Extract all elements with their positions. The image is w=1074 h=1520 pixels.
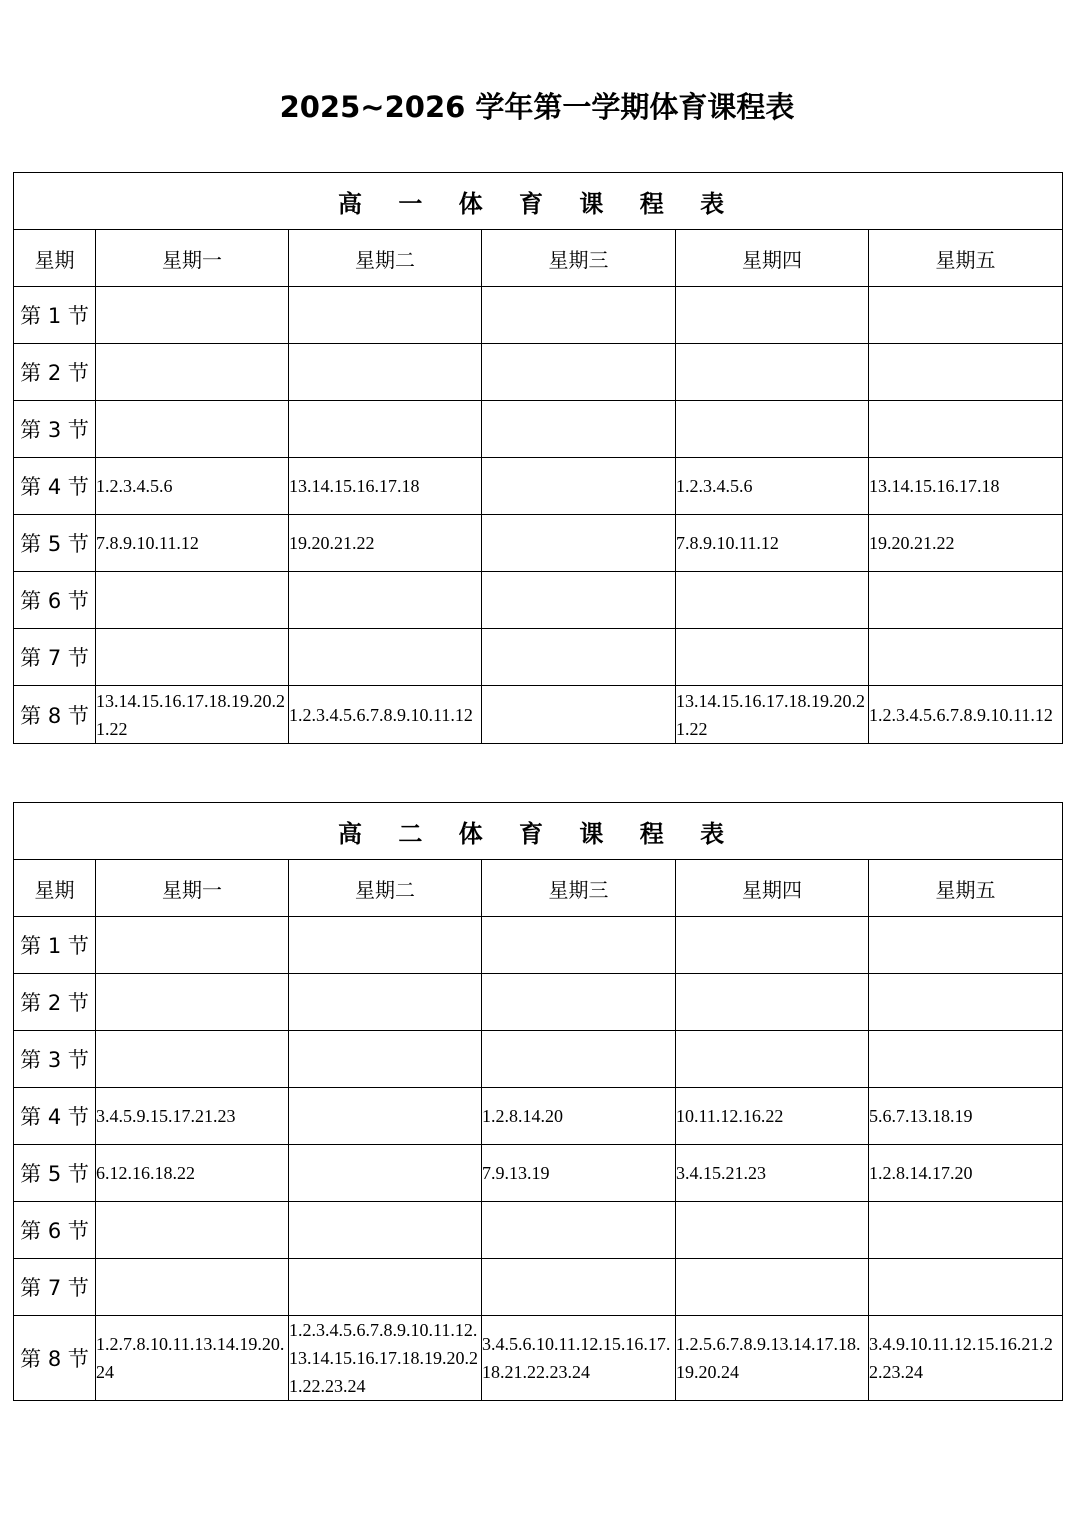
class-cell — [289, 344, 482, 401]
class-cell — [869, 629, 1063, 686]
class-cell — [869, 287, 1063, 344]
class-cell: 3.4.9.10.11.12.15.16.21.22.23.24 — [869, 1316, 1063, 1401]
table-row — [14, 1259, 1063, 1316]
class-cell — [869, 917, 1063, 974]
class-cell: 5.6.7.13.18.19 — [869, 1088, 1063, 1145]
class-cell — [96, 917, 289, 974]
period-label: 第 7 节 — [14, 1259, 96, 1316]
class-cell — [482, 515, 676, 572]
class-cell — [96, 1031, 289, 1088]
period-label: 第 3 节 — [14, 401, 96, 458]
class-cell — [869, 1259, 1063, 1316]
class-cell: 1.2.8.14.20 — [482, 1088, 676, 1145]
weekday-header: 星期四 — [676, 860, 869, 917]
class-cell — [289, 629, 482, 686]
weekday-header-label: 星期 — [14, 860, 96, 917]
class-cell — [482, 401, 676, 458]
class-cell: 1.2.3.4.5.6.7.8.9.10.11.12.13.14.15.16.17.18.19.20.21.22.23.24 — [289, 1316, 482, 1401]
class-cell: 1.2.3.4.5.6 — [96, 458, 289, 515]
class-cell — [96, 572, 289, 629]
class-cell: 3.4.5.6.10.11.12.15.16.17.18.21.22.23.24 — [482, 1316, 676, 1401]
table-row — [14, 686, 1063, 744]
class-cell: 7.8.9.10.11.12 — [96, 515, 289, 572]
class-cell — [289, 1088, 482, 1145]
class-cell — [289, 1145, 482, 1202]
class-cell — [676, 917, 869, 974]
header-row — [14, 860, 1063, 917]
class-cell: 19.20.21.22 — [289, 515, 482, 572]
table-row — [14, 572, 1063, 629]
grade-1-schedule-table — [13, 172, 1063, 744]
period-label: 第 2 节 — [14, 974, 96, 1031]
class-cell — [289, 917, 482, 974]
class-cell — [289, 1202, 482, 1259]
period-label: 第 5 节 — [14, 1145, 96, 1202]
period-label: 第 6 节 — [14, 1202, 96, 1259]
table-row — [14, 401, 1063, 458]
class-cell: 6.12.16.18.22 — [96, 1145, 289, 1202]
table-row — [14, 629, 1063, 686]
class-cell — [482, 344, 676, 401]
table-row — [14, 1202, 1063, 1259]
table-row — [14, 287, 1063, 344]
class-cell — [676, 1202, 869, 1259]
weekday-header: 星期一 — [96, 860, 289, 917]
class-cell: 13.14.15.16.17.18.19.20.21.22 — [676, 686, 869, 744]
period-label: 第 2 节 — [14, 344, 96, 401]
class-cell — [96, 1202, 289, 1259]
table-row — [14, 1316, 1063, 1401]
class-cell: 3.4.15.21.23 — [676, 1145, 869, 1202]
class-cell — [96, 287, 289, 344]
weekday-header: 星期五 — [869, 860, 1063, 917]
weekday-header: 星期四 — [676, 230, 869, 287]
class-cell: 10.11.12.16.22 — [676, 1088, 869, 1145]
class-cell — [676, 974, 869, 1031]
table-row — [14, 458, 1063, 515]
class-cell — [289, 401, 482, 458]
class-cell — [676, 629, 869, 686]
class-cell: 1.2.8.14.17.20 — [869, 1145, 1063, 1202]
period-label: 第 7 节 — [14, 629, 96, 686]
page-title: 2025~2026 学年第一学期体育课程表 — [279, 90, 795, 124]
class-cell: 3.4.5.9.15.17.21.23 — [96, 1088, 289, 1145]
class-cell — [482, 287, 676, 344]
table-row — [14, 1088, 1063, 1145]
class-cell — [96, 974, 289, 1031]
class-cell: 13.14.15.16.17.18 — [869, 458, 1063, 515]
weekday-header: 星期五 — [869, 230, 1063, 287]
class-cell — [482, 458, 676, 515]
class-cell: 7.9.13.19 — [482, 1145, 676, 1202]
class-cell — [869, 1031, 1063, 1088]
class-cell: 1.2.3.4.5.6 — [676, 458, 869, 515]
class-cell — [96, 401, 289, 458]
period-label: 第 8 节 — [14, 1316, 96, 1401]
period-label: 第 3 节 — [14, 1031, 96, 1088]
weekday-header: 星期二 — [289, 230, 482, 287]
class-cell — [676, 401, 869, 458]
grade-2-schedule-table — [13, 802, 1063, 1401]
class-cell — [869, 974, 1063, 1031]
class-cell — [482, 686, 676, 744]
period-label: 第 5 节 — [14, 515, 96, 572]
weekday-header: 星期一 — [96, 230, 289, 287]
table-title: 高 二 体 育 课 程 表 — [14, 803, 1063, 860]
table-title: 高 一 体 育 课 程 表 — [14, 173, 1063, 230]
class-cell — [869, 1202, 1063, 1259]
class-cell: 13.14.15.16.17.18 — [289, 458, 482, 515]
class-cell — [289, 1259, 482, 1316]
class-cell — [676, 344, 869, 401]
header-row — [14, 230, 1063, 287]
class-cell — [676, 287, 869, 344]
class-cell — [869, 401, 1063, 458]
class-cell: 1.2.7.8.10.11.13.14.19.20.24 — [96, 1316, 289, 1401]
class-cell — [869, 572, 1063, 629]
class-cell: 1.2.5.6.7.8.9.13.14.17.18.19.20.24 — [676, 1316, 869, 1401]
weekday-header: 星期二 — [289, 860, 482, 917]
class-cell — [96, 1259, 289, 1316]
class-cell — [289, 1031, 482, 1088]
class-cell — [96, 629, 289, 686]
weekday-header: 星期三 — [482, 230, 676, 287]
class-cell — [676, 1031, 869, 1088]
class-cell: 13.14.15.16.17.18.19.20.21.22 — [96, 686, 289, 744]
class-cell: 1.2.3.4.5.6.7.8.9.10.11.12 — [869, 686, 1063, 744]
class-cell — [482, 572, 676, 629]
class-cell — [482, 917, 676, 974]
class-cell — [482, 1202, 676, 1259]
table-row — [14, 974, 1063, 1031]
class-cell: 1.2.3.4.5.6.7.8.9.10.11.12 — [289, 686, 482, 744]
class-cell: 7.8.9.10.11.12 — [676, 515, 869, 572]
class-cell — [289, 287, 482, 344]
class-cell — [482, 1031, 676, 1088]
class-cell — [676, 1259, 869, 1316]
period-label: 第 4 节 — [14, 458, 96, 515]
period-label: 第 1 节 — [14, 917, 96, 974]
class-cell — [482, 1259, 676, 1316]
class-cell — [676, 572, 869, 629]
class-cell — [482, 629, 676, 686]
period-label: 第 1 节 — [14, 287, 96, 344]
table-row — [14, 344, 1063, 401]
period-label: 第 8 节 — [14, 686, 96, 744]
class-cell — [482, 974, 676, 1031]
period-label: 第 4 节 — [14, 1088, 96, 1145]
class-cell — [289, 974, 482, 1031]
table-row — [14, 1145, 1063, 1202]
class-cell — [289, 572, 482, 629]
period-label: 第 6 节 — [14, 572, 96, 629]
class-cell: 19.20.21.22 — [869, 515, 1063, 572]
table-row — [14, 515, 1063, 572]
class-cell — [96, 344, 289, 401]
table-row — [14, 917, 1063, 974]
class-cell — [869, 344, 1063, 401]
weekday-header: 星期三 — [482, 860, 676, 917]
table-row — [14, 1031, 1063, 1088]
weekday-header-label: 星期 — [14, 230, 96, 287]
